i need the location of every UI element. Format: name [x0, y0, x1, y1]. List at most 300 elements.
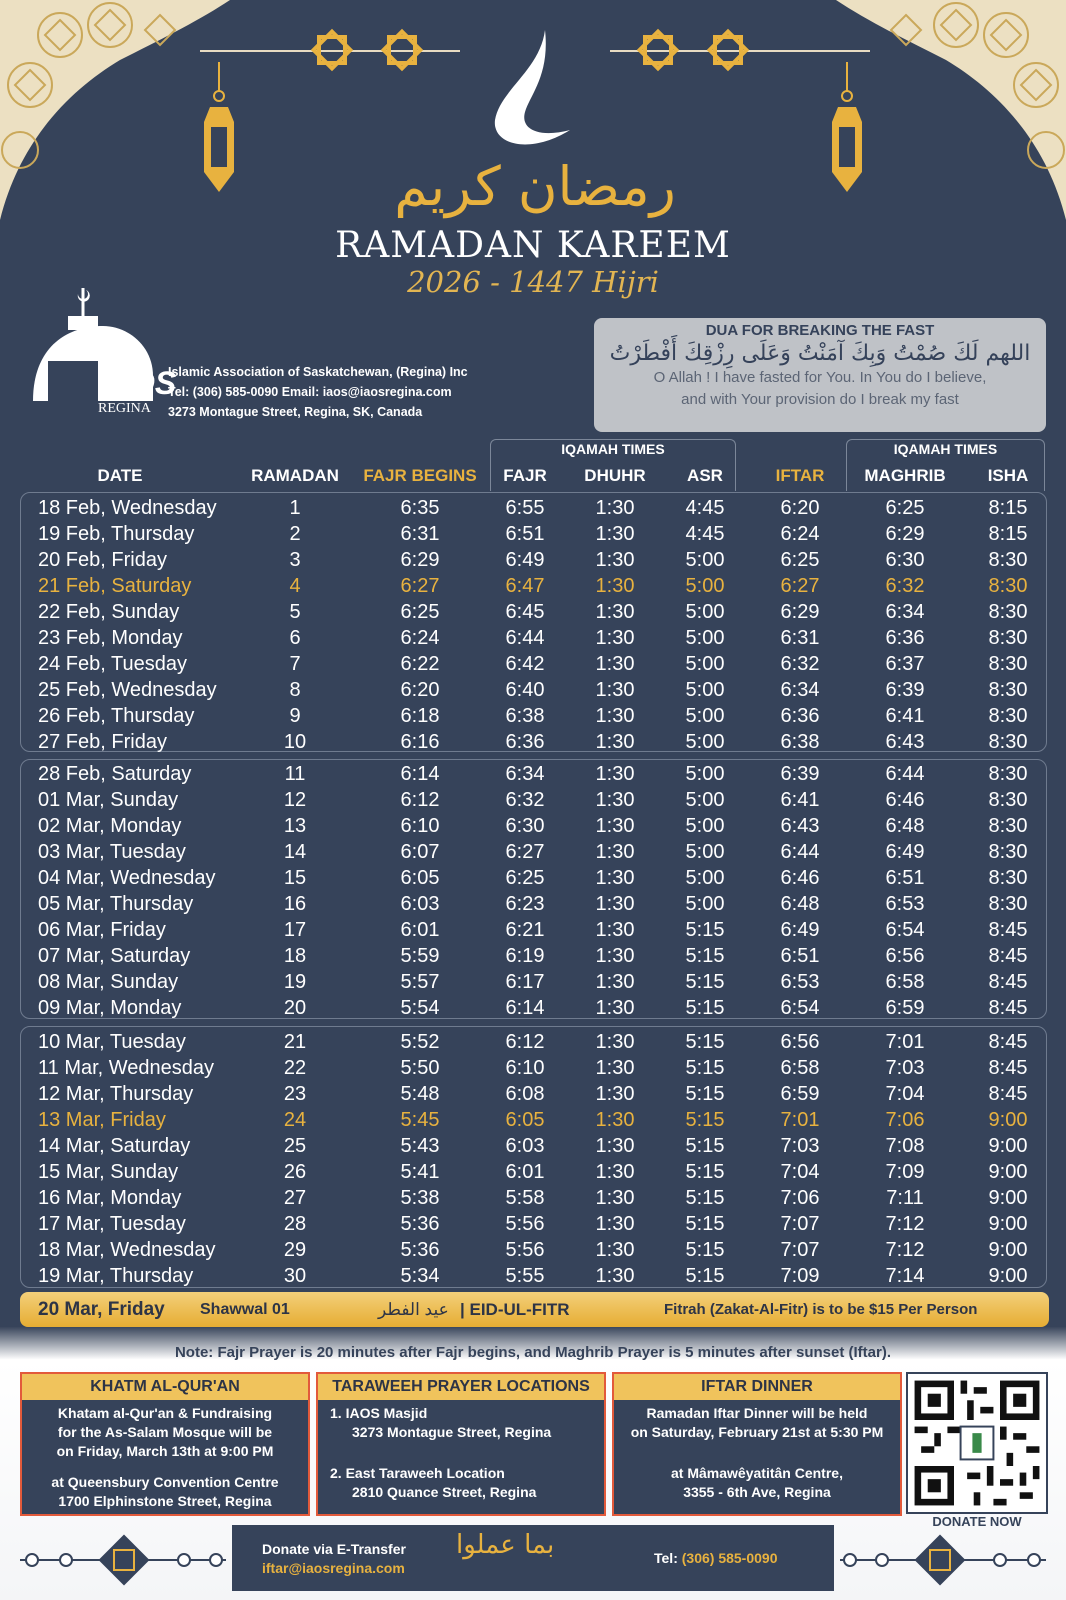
col-header-asr: ASR	[687, 466, 723, 485]
taraweeh-loc1-name: 1. IAOS Masjid	[330, 1405, 428, 1421]
cell-date: 14 Mar, Saturday	[38, 1135, 191, 1157]
cell-dhuhr: 1:30	[595, 763, 635, 785]
cell-iftar: 6:59	[780, 1083, 820, 1105]
table-row	[0, 943, 1066, 969]
cell-isha: 8:30	[988, 763, 1028, 785]
cell-fajr-begins: 6:25	[400, 601, 440, 623]
cell-iftar: 6:56	[780, 1031, 820, 1053]
table-row	[0, 703, 1066, 729]
cell-iftar: 7:03	[780, 1135, 820, 1157]
cell-fajr-begins: 6:07	[400, 841, 440, 863]
cell-fajr-begins: 5:38	[400, 1187, 440, 1209]
cell-ramadan: 19	[283, 971, 307, 993]
eid-arabic: عيد الفطر	[378, 1300, 449, 1319]
table-row	[0, 677, 1066, 703]
cell-isha: 8:30	[988, 731, 1028, 753]
cell-maghrib: 7:12	[885, 1213, 925, 1235]
cell-fajr: 5:58	[505, 1187, 545, 1209]
cell-asr: 5:15	[685, 971, 725, 993]
cell-isha: 8:30	[988, 867, 1028, 889]
table-row	[0, 995, 1066, 1021]
cell-iftar: 6:49	[780, 919, 820, 941]
cell-date: 25 Feb, Wednesday	[38, 679, 217, 701]
footer-phone	[654, 1550, 778, 1566]
cell-ramadan: 2	[289, 523, 301, 545]
cell-fajr-begins: 6:27	[400, 575, 440, 597]
cell-isha: 8:45	[988, 1057, 1028, 1079]
cell-dhuhr: 1:30	[595, 1161, 635, 1183]
cell-maghrib: 6:39	[885, 679, 925, 701]
cell-asr: 5:15	[685, 1135, 725, 1157]
prayer-note: Note: Fajr Prayer is 20 minutes after Fajr begins, and Maghrib Prayer is 5 minutes after sunset (Iftar).	[174, 1344, 892, 1361]
col-header-isha: ISHA	[987, 466, 1029, 485]
cell-maghrib: 6:29	[885, 523, 925, 545]
cell-iftar: 6:32	[780, 653, 820, 675]
cell-isha: 8:30	[988, 575, 1028, 597]
cell-isha: 9:00	[988, 1161, 1028, 1183]
cell-iftar: 6:20	[780, 497, 820, 519]
iqamah-label-left: IQAMAH TIMES	[561, 441, 665, 457]
cell-asr: 5:00	[685, 841, 725, 863]
dua-arabic: اللهم لَكَ صُمْتُ وَبِكَ آمَنْتُ وَعَلَى رِزْقِكَ أَفْطَرْتُ	[609, 341, 1031, 366]
cell-dhuhr: 1:30	[595, 971, 635, 993]
cell-asr: 5:00	[685, 815, 725, 837]
cell-ramadan: 21	[283, 1031, 307, 1053]
cell-isha: 8:30	[988, 627, 1028, 649]
cell-ramadan: 12	[283, 789, 307, 811]
cell-iftar: 6:31	[780, 627, 820, 649]
cell-ramadan: 11	[284, 763, 306, 785]
table-row	[0, 495, 1066, 521]
cell-isha: 8:30	[988, 893, 1028, 915]
cell-fajr-begins: 5:59	[400, 945, 440, 967]
cell-asr: 5:15	[685, 919, 725, 941]
cell-date: 09 Mar, Monday	[38, 997, 182, 1019]
cell-fajr-begins: 6:24	[400, 627, 440, 649]
cell-fajr-begins: 6:14	[400, 763, 440, 785]
cell-fajr: 6:05	[505, 1109, 545, 1131]
table-row	[0, 521, 1066, 547]
table-row	[0, 839, 1066, 865]
org-info	[168, 362, 468, 422]
table-row	[0, 891, 1066, 917]
table-row	[0, 1133, 1066, 1159]
cell-dhuhr: 1:30	[595, 575, 635, 597]
table-row	[0, 1159, 1066, 1185]
cell-maghrib: 7:03	[885, 1057, 925, 1079]
cell-isha: 8:45	[988, 919, 1028, 941]
cell-date: 13 Mar, Friday	[38, 1109, 166, 1131]
cell-fajr: 6:34	[505, 763, 545, 785]
cell-fajr: 6:19	[505, 945, 545, 967]
cell-ramadan: 1	[289, 497, 301, 519]
table-row	[0, 1211, 1066, 1237]
cell-ramadan: 17	[283, 919, 307, 941]
svg-text:رمضان كريم: رمضان كريم	[394, 155, 676, 218]
cell-fajr-begins: 5:36	[400, 1239, 440, 1261]
cell-fajr-begins: 5:54	[400, 997, 440, 1019]
cell-asr: 5:15	[685, 1213, 725, 1235]
cell-isha: 8:30	[988, 601, 1028, 623]
iftar-dinner-line-4: 3355 - 6th Ave, Regina	[683, 1484, 831, 1500]
cell-asr: 5:00	[685, 893, 725, 915]
cell-fajr: 5:56	[505, 1213, 545, 1235]
table-row	[0, 1029, 1066, 1055]
cell-fajr: 6:49	[505, 549, 545, 571]
donate-email-link[interactable]: iftar@iaosregina.com	[262, 1560, 405, 1576]
cell-ramadan: 20	[283, 997, 307, 1019]
cell-date: 19 Feb, Thursday	[38, 523, 195, 545]
cell-asr: 5:00	[685, 731, 725, 753]
cell-ramadan: 25	[283, 1135, 307, 1157]
cell-fajr-begins: 5:41	[400, 1161, 440, 1183]
cell-asr: 5:15	[685, 1265, 725, 1287]
cell-maghrib: 6:49	[885, 841, 925, 863]
page-subtitle: 2026 - 1447 Hijri	[407, 265, 659, 299]
cell-asr: 5:00	[685, 763, 725, 785]
cell-iftar: 7:04	[780, 1161, 820, 1183]
cell-fajr-begins: 6:31	[400, 523, 440, 545]
col-header-dhuhr: DHUHR	[584, 466, 646, 485]
cell-date: 17 Mar, Tuesday	[38, 1213, 186, 1235]
cell-maghrib: 6:48	[885, 815, 925, 837]
cell-isha: 9:00	[988, 1109, 1028, 1131]
org-address: 3273 Montague Street, Regina, SK, Canada	[168, 405, 423, 419]
cell-fajr: 6:25	[505, 867, 545, 889]
cell-maghrib: 6:56	[885, 945, 925, 967]
cell-asr: 5:15	[685, 1083, 725, 1105]
cell-asr: 5:00	[685, 653, 725, 675]
cell-ramadan: 28	[283, 1213, 307, 1235]
table-row	[0, 1185, 1066, 1211]
cell-iftar: 7:07	[780, 1213, 820, 1235]
cell-ramadan: 5	[289, 601, 301, 623]
cell-fajr-begins: 6:03	[400, 893, 440, 915]
cell-asr: 5:00	[685, 679, 725, 701]
eid-shawwal: Shawwal 01	[200, 1301, 290, 1318]
cell-iftar: 7:07	[780, 1239, 820, 1261]
cell-maghrib: 6:41	[885, 705, 925, 727]
cell-dhuhr: 1:30	[595, 679, 635, 701]
cell-date: 19 Mar, Thursday	[38, 1265, 194, 1287]
cell-dhuhr: 1:30	[595, 497, 635, 519]
cell-date: 27 Feb, Friday	[38, 731, 167, 753]
cell-ramadan: 23	[283, 1083, 307, 1105]
cell-maghrib: 6:36	[885, 627, 925, 649]
cell-fajr: 6:12	[505, 1031, 545, 1053]
cell-isha: 9:00	[988, 1265, 1028, 1287]
cell-asr: 5:00	[685, 549, 725, 571]
iftar-dinner-line-1: Ramadan Iftar Dinner will be held	[646, 1405, 868, 1421]
cell-dhuhr: 1:30	[595, 1031, 635, 1053]
cell-maghrib: 7:06	[885, 1109, 925, 1131]
cell-dhuhr: 1:30	[595, 1057, 635, 1079]
cell-ramadan: 15	[283, 867, 307, 889]
cell-dhuhr: 1:30	[595, 893, 635, 915]
cell-isha: 8:30	[988, 679, 1028, 701]
cell-maghrib: 6:59	[885, 997, 925, 1019]
taraweeh-box	[316, 1372, 606, 1516]
cell-isha: 8:45	[988, 1031, 1028, 1053]
cell-dhuhr: 1:30	[595, 1239, 635, 1261]
cell-iftar: 6:29	[780, 601, 820, 623]
cell-isha: 9:00	[988, 1213, 1028, 1235]
col-header-ramadan: RAMADAN	[251, 466, 339, 485]
table-row	[0, 1107, 1066, 1133]
khatm-line-5: 1700 Elphinstone Street, Regina	[58, 1493, 272, 1509]
cell-maghrib: 6:25	[885, 497, 925, 519]
cell-ramadan: 18	[283, 945, 307, 967]
cell-date: 26 Feb, Thursday	[38, 705, 195, 727]
col-header-fajr: FAJR	[503, 466, 547, 485]
cell-fajr-begins: 6:10	[400, 815, 440, 837]
cell-iftar: 6:41	[780, 789, 820, 811]
taraweeh-loc1-address: 3273 Montague Street, Regina	[352, 1424, 552, 1440]
phone-number-link[interactable]: (306) 585-0090	[681, 1550, 778, 1566]
cell-maghrib: 6:43	[885, 731, 925, 753]
eid-name: | EID-UL-FITR	[460, 1300, 570, 1319]
khatm-line-4: at Queensbury Convention Centre	[51, 1474, 279, 1490]
cell-fajr: 6:27	[505, 841, 545, 863]
cell-isha: 8:30	[988, 705, 1028, 727]
cell-dhuhr: 1:30	[595, 731, 635, 753]
donate-info	[262, 1540, 406, 1578]
cell-fajr-begins: 5:43	[400, 1135, 440, 1157]
cell-date: 07 Mar, Saturday	[38, 945, 191, 967]
phone-label: Tel:	[654, 1550, 678, 1566]
cell-date: 18 Feb, Wednesday	[38, 497, 217, 519]
cell-date: 04 Mar, Wednesday	[38, 867, 216, 889]
cell-date: 28 Feb, Saturday	[38, 763, 192, 785]
cell-isha: 8:15	[988, 497, 1028, 519]
org-contact: Tel: (306) 585-0090 Email: iaos@iaosregina.com	[168, 385, 452, 399]
cell-fajr: 6:23	[505, 893, 545, 915]
cell-asr: 5:00	[685, 601, 725, 623]
cell-fajr: 6:45	[505, 601, 545, 623]
cell-fajr-begins: 6:18	[400, 705, 440, 727]
cell-fajr: 5:55	[505, 1265, 545, 1287]
table-row	[0, 1081, 1066, 1107]
cell-dhuhr: 1:30	[595, 867, 635, 889]
table-row	[0, 1055, 1066, 1081]
cell-ramadan: 3	[289, 549, 301, 571]
cell-fajr: 6:17	[505, 971, 545, 993]
cell-fajr-begins: 6:35	[400, 497, 440, 519]
table-row	[0, 651, 1066, 677]
cell-dhuhr: 1:30	[595, 1187, 635, 1209]
cell-fajr: 6:14	[505, 997, 545, 1019]
chain-ornament-left	[20, 1540, 226, 1584]
cell-iftar: 6:34	[780, 679, 820, 701]
khatm-line-2: for the As-Salam Mosque will be	[57, 1424, 273, 1440]
cell-iftar: 6:58	[780, 1057, 820, 1079]
cell-fajr: 6:01	[505, 1161, 545, 1183]
table-row	[0, 917, 1066, 943]
cell-ramadan: 24	[283, 1109, 307, 1131]
donate-now-label: DONATE NOW	[932, 1514, 1022, 1529]
cell-asr: 5:15	[685, 1239, 725, 1261]
cell-fajr-begins: 5:52	[400, 1031, 440, 1053]
cell-date: 23 Feb, Monday	[38, 627, 183, 649]
cell-iftar: 6:44	[780, 841, 820, 863]
cell-asr: 5:00	[685, 867, 725, 889]
cell-isha: 8:15	[988, 523, 1028, 545]
cell-fajr-begins: 6:22	[400, 653, 440, 675]
cell-maghrib: 6:46	[885, 789, 925, 811]
dua-english-2: and with Your provision do I break my fast	[681, 391, 959, 408]
cell-isha: 8:45	[988, 971, 1028, 993]
taraweeh-title: TARAWEEH PRAYER LOCATIONS	[318, 1374, 604, 1400]
khatm-title: KHATM AL-QUR'AN	[22, 1374, 308, 1400]
cell-fajr-begins: 6:01	[400, 919, 440, 941]
cell-asr: 5:00	[685, 705, 725, 727]
donate-label: Donate via E-Transfer	[262, 1541, 406, 1557]
col-header-iftar: IFTAR	[775, 466, 825, 485]
cell-iftar: 6:43	[780, 815, 820, 837]
cell-fajr: 6:38	[505, 705, 545, 727]
cell-isha: 8:45	[988, 997, 1028, 1019]
cell-fajr-begins: 5:34	[400, 1265, 440, 1287]
iftar-dinner-box	[612, 1372, 902, 1516]
cell-iftar: 6:24	[780, 523, 820, 545]
cell-dhuhr: 1:30	[595, 627, 635, 649]
cell-asr: 5:00	[685, 575, 725, 597]
cell-fajr-begins: 5:57	[400, 971, 440, 993]
table-row	[0, 969, 1066, 995]
cell-fajr: 6:51	[505, 523, 545, 545]
cell-maghrib: 7:11	[886, 1187, 924, 1209]
cell-asr: 5:15	[685, 945, 725, 967]
cell-isha: 9:00	[988, 1187, 1028, 1209]
cell-isha: 8:30	[988, 653, 1028, 675]
dua-english-1: O Allah ! I have fasted for You. In You do I believe,	[653, 369, 987, 386]
cell-fajr-begins: 5:50	[400, 1057, 440, 1079]
cell-ramadan: 14	[283, 841, 307, 863]
cell-ramadan: 30	[283, 1265, 307, 1287]
cell-fajr-begins: 6:29	[400, 549, 440, 571]
cell-dhuhr: 1:30	[595, 523, 635, 545]
cell-maghrib: 7:12	[885, 1239, 925, 1261]
cell-iftar: 6:38	[780, 731, 820, 753]
cell-dhuhr: 1:30	[595, 1265, 635, 1287]
cell-maghrib: 6:37	[885, 653, 925, 675]
table-row	[0, 1237, 1066, 1263]
table-row	[0, 625, 1066, 651]
khatm-box	[20, 1372, 310, 1516]
table-row	[0, 599, 1066, 625]
cell-maghrib: 6:54	[885, 919, 925, 941]
cell-iftar: 6:54	[780, 997, 820, 1019]
cell-fajr: 6:47	[505, 575, 545, 597]
taraweeh-loc2-name: 2. East Taraweeh Location	[330, 1465, 505, 1481]
cell-asr: 5:15	[685, 997, 725, 1019]
table-row	[0, 729, 1066, 755]
cell-isha: 8:30	[988, 815, 1028, 837]
cell-isha: 8:30	[988, 841, 1028, 863]
cell-maghrib: 6:30	[885, 549, 925, 571]
footer-calligraphy: بما عملوا	[456, 1530, 555, 1560]
cell-ramadan: 4	[289, 575, 301, 597]
cell-ramadan: 6	[289, 627, 301, 649]
iaos-logo	[28, 286, 177, 420]
cell-ramadan: 13	[283, 815, 307, 837]
cell-fajr: 5:56	[505, 1239, 545, 1261]
cell-iftar: 6:46	[780, 867, 820, 889]
lantern-icon	[826, 62, 868, 206]
svg-text:IAOS: IAOS	[98, 365, 177, 401]
svg-text:REGINA: REGINA	[98, 401, 151, 416]
cell-iftar: 6:36	[780, 705, 820, 727]
cell-iftar: 6:53	[780, 971, 820, 993]
cell-iftar: 7:09	[780, 1265, 820, 1287]
cell-date: 20 Feb, Friday	[38, 549, 167, 571]
cell-dhuhr: 1:30	[595, 601, 635, 623]
cell-maghrib: 6:58	[885, 971, 925, 993]
iqamah-label-right: IQAMAH TIMES	[893, 441, 998, 457]
table-row	[0, 1263, 1066, 1289]
cell-maghrib: 6:32	[885, 575, 925, 597]
table-row	[0, 787, 1066, 813]
cell-ramadan: 29	[283, 1239, 307, 1261]
dua-box	[594, 318, 1046, 432]
cell-date: 18 Mar, Wednesday	[38, 1239, 216, 1261]
cell-asr: 4:45	[685, 497, 725, 519]
star-ornament-icon	[706, 28, 750, 76]
cell-fajr: 6:55	[505, 497, 545, 519]
cell-asr: 4:45	[685, 523, 725, 545]
donate-qr-code[interactable]	[906, 1372, 1048, 1514]
table-row	[0, 865, 1066, 891]
corner-ornament-right	[836, 0, 1066, 230]
cell-fajr-begins: 6:12	[400, 789, 440, 811]
col-header-fajr-begins: FAJR BEGINS	[363, 466, 477, 485]
lantern-icon	[198, 62, 240, 206]
cell-fajr: 6:42	[505, 653, 545, 675]
cell-iftar: 7:01	[780, 1109, 820, 1131]
cell-maghrib: 7:08	[885, 1135, 925, 1157]
col-header-maghrib: MAGHRIB	[864, 466, 946, 485]
cell-fajr: 6:10	[505, 1057, 545, 1079]
cell-fajr: 6:44	[505, 627, 545, 649]
cell-iftar: 7:06	[780, 1187, 820, 1209]
cell-fajr-begins: 5:36	[400, 1213, 440, 1235]
cell-asr: 5:15	[685, 1109, 725, 1131]
khatm-line-1: Khatam al-Qur'an & Fundraising	[57, 1405, 273, 1421]
fitrah-note: Fitrah (Zakat-Al-Fitr) is to be $15 Per Person	[664, 1301, 978, 1318]
cell-date: 22 Feb, Sunday	[38, 601, 180, 623]
cell-iftar: 6:48	[780, 893, 820, 915]
ramadan-calligraphy	[394, 20, 676, 224]
table-row	[0, 573, 1066, 599]
cell-fajr: 6:30	[505, 815, 545, 837]
cell-maghrib: 7:01	[885, 1031, 925, 1053]
cell-dhuhr: 1:30	[595, 549, 635, 571]
cell-isha: 8:30	[988, 549, 1028, 571]
cell-fajr-begins: 6:05	[400, 867, 440, 889]
cell-isha: 8:45	[988, 945, 1028, 967]
taraweeh-loc2-address: 2810 Quance Street, Regina	[352, 1484, 537, 1500]
cell-asr: 5:15	[685, 1161, 725, 1183]
cell-fajr-begins: 5:48	[400, 1083, 440, 1105]
cell-asr: 5:00	[685, 627, 725, 649]
cell-date: 03 Mar, Tuesday	[38, 841, 186, 863]
cell-maghrib: 7:04	[885, 1083, 925, 1105]
cell-dhuhr: 1:30	[595, 1109, 635, 1131]
cell-ramadan: 26	[283, 1161, 307, 1183]
cell-iftar: 6:25	[780, 549, 820, 571]
cell-asr: 5:15	[685, 1187, 725, 1209]
cell-fajr-begins: 6:20	[400, 679, 440, 701]
